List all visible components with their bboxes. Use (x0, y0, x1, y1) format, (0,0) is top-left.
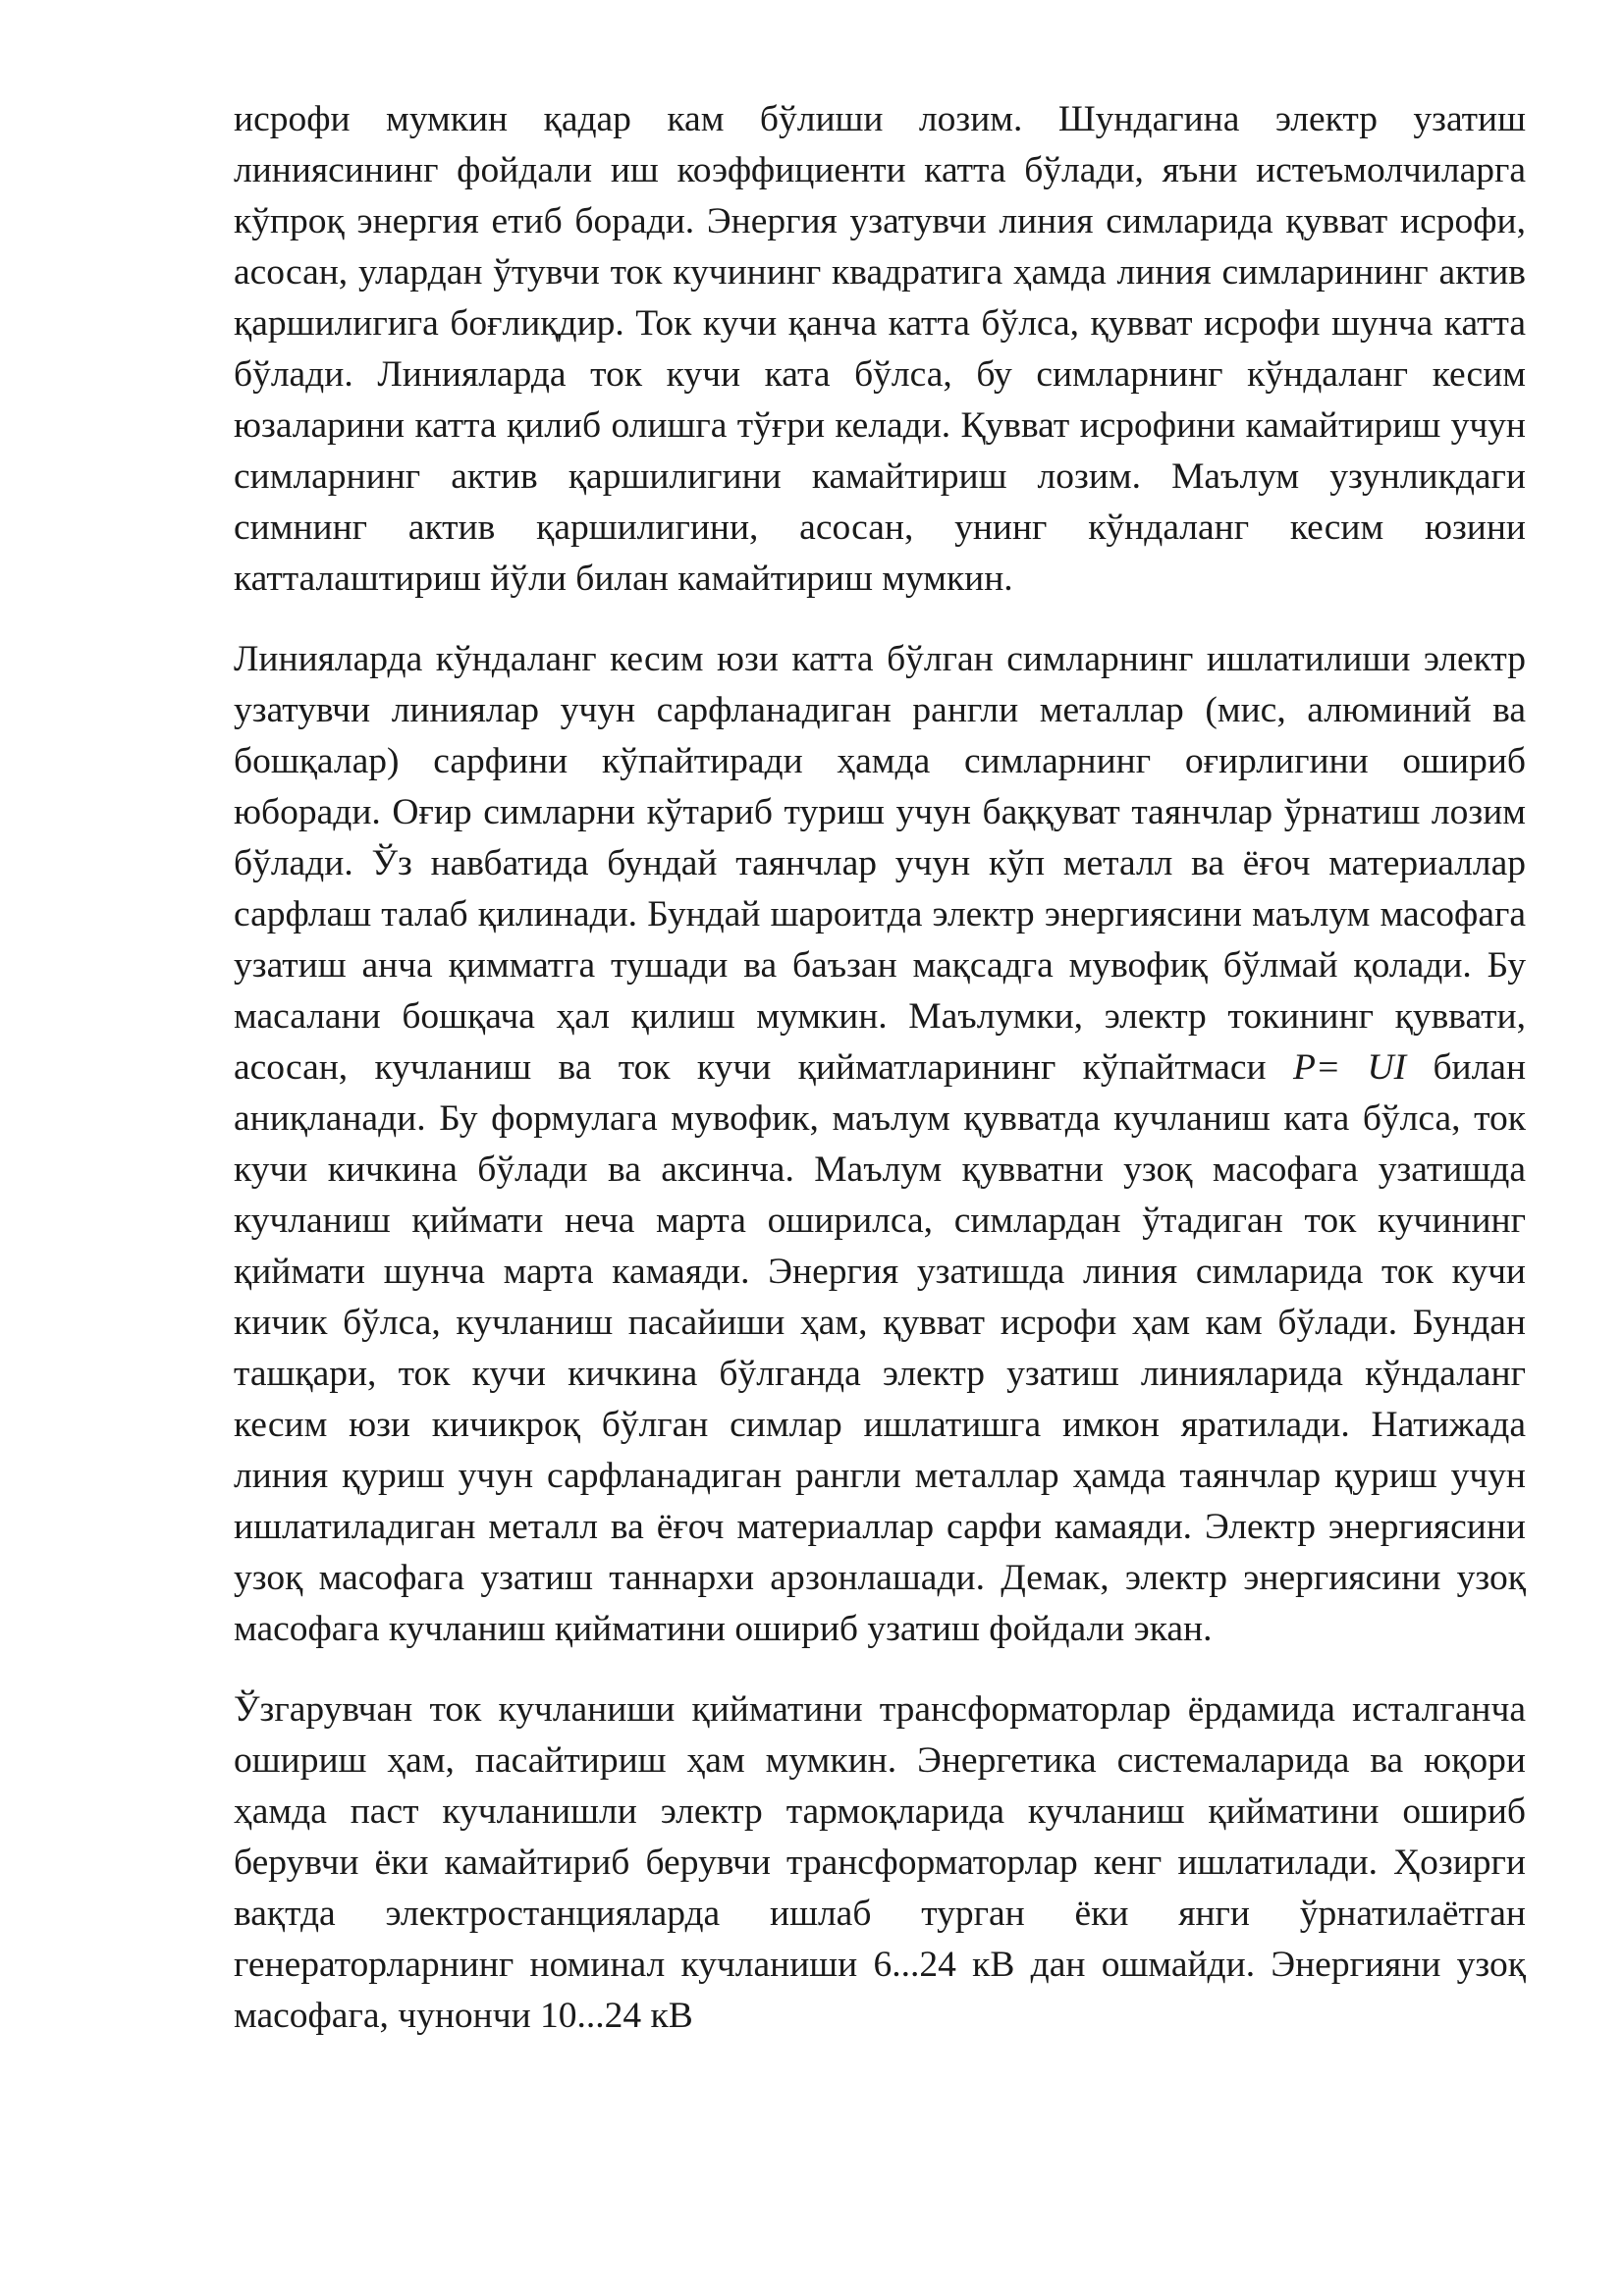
paragraph-power-loss: исрофи мумкин қадар кам бўлиши лозим. Шундагина электр узатиш линиясининг фойдали иш коэффициенти катта бўлади, яъни истеъмолчиларга кўпроқ энергия етиб боради. Энергия узатувчи линия симларида қувват исрофи, асосан, улардан ўтувчи ток кучининг квадратига ҳамда линия симларининг актив қаршилигига боғлиқдир. Ток кучи қанча катта бўлса, қувват исрофи шунча катта бўлади. Линияларда ток кучи ката бўлса, бу симларнинг кўндаланг кесим юзаларини катта қилиб олишга тўғри келади. Қувват исрофини камайтириш учун симларнинг актив қаршилигини камайтириш лозим. Маълум узунликдаги симнинг актив қаршилигини, асосан, унинг кўндаланг кесим юзини катталаштириш йўли билан камайтириш мумкин. (234, 99, 1526, 599)
document-page (234, 94, 1526, 2042)
paragraph-cross-section (234, 634, 1526, 1655)
paragraph-text-before-formula: Линияларда кўндаланг кесим юзи катта бўлган симларнинг ишлатилиши электр узатувчи линиялар учун сарфланадиган рангли металлар (мис, алюминий ва бошқалар) сарфини кўпайтиради ҳамда симларнинг оғирлигини ошириб юборади. Оғир симларни кўтариб туриш учун баққуват таянчлар ўрнатиш лозим бўлади. Ўз навбатида бундай таянчлар учун кўп металл ва ёғоч материаллар сарфлаш талаб қилинади. Бундай шароитда электр энергиясини маълум масофага узатиш анча қимматга тушади ва баъзан мақсадга мувофиқ бўлмай қолади. Бу масалани бошқача ҳал қилиш мумкин. Маълумки, электр токининг қуввати, асосан, кучланиш ва ток кучи қийматларининг кўпайтмаси (234, 639, 1526, 1088)
paragraph-transformers: Ўзгарувчан ток кучланиши қийматини трансформаторлар ёрдамида исталганча ошириш ҳам, пасайтириш ҳам мумкин. Энергетика системаларида ва юқори ҳамда паст кучланишли электр тармоқларида кучланиш қийматини ошириб берувчи ёки камайтириб берувчи трансформаторлар кенг ишлатилади. Ҳозирги вақтда электростанцияларда ишлаб турган ёки янги ўрнатилаётган генераторларнинг номинал кучланиши 6...24 кВ дан ошмайди. Энергияни узоқ масофага, чунончи 10...24 кВ (234, 1689, 1526, 2036)
paragraph-text-after-formula: билан аниқланади. Бу формулага мувофик, маълум қувватда кучланиш ката бўлса, ток кучи кичкина бўлади ва аксинча. Маълум қувватни узоқ масофага узатишда кучланиш қиймати неча марта оширилса, симлардан ўтадиган ток кучининг қиймати шунча марта камаяди. Энергия узатишда линия симларида ток кучи кичик бўлса, кучланиш пасайиши ҳам, қувват исрофи ҳам кам бўлади. Бундан ташқари, ток кучи кичкина бўлганда электр узатиш линияларида кўндаланг кесим юзи кичикроқ бўлган симлар ишлатишга имкон яратилади. Натижада линия қуриш учун сарфланадиган рангли металлар ҳамда таянчлар қуриш учун ишлатиладиган металл ва ёғоч материаллар сарфи камаяди. Электр энергиясини узоқ масофага узатиш таннархи арзонлашади. Демак, электр энергиясини узоқ масофага кучланиш қийматини ошириб узатиш фойдали экан. (234, 1047, 1527, 1649)
power-formula: P= UI (1292, 1047, 1407, 1088)
